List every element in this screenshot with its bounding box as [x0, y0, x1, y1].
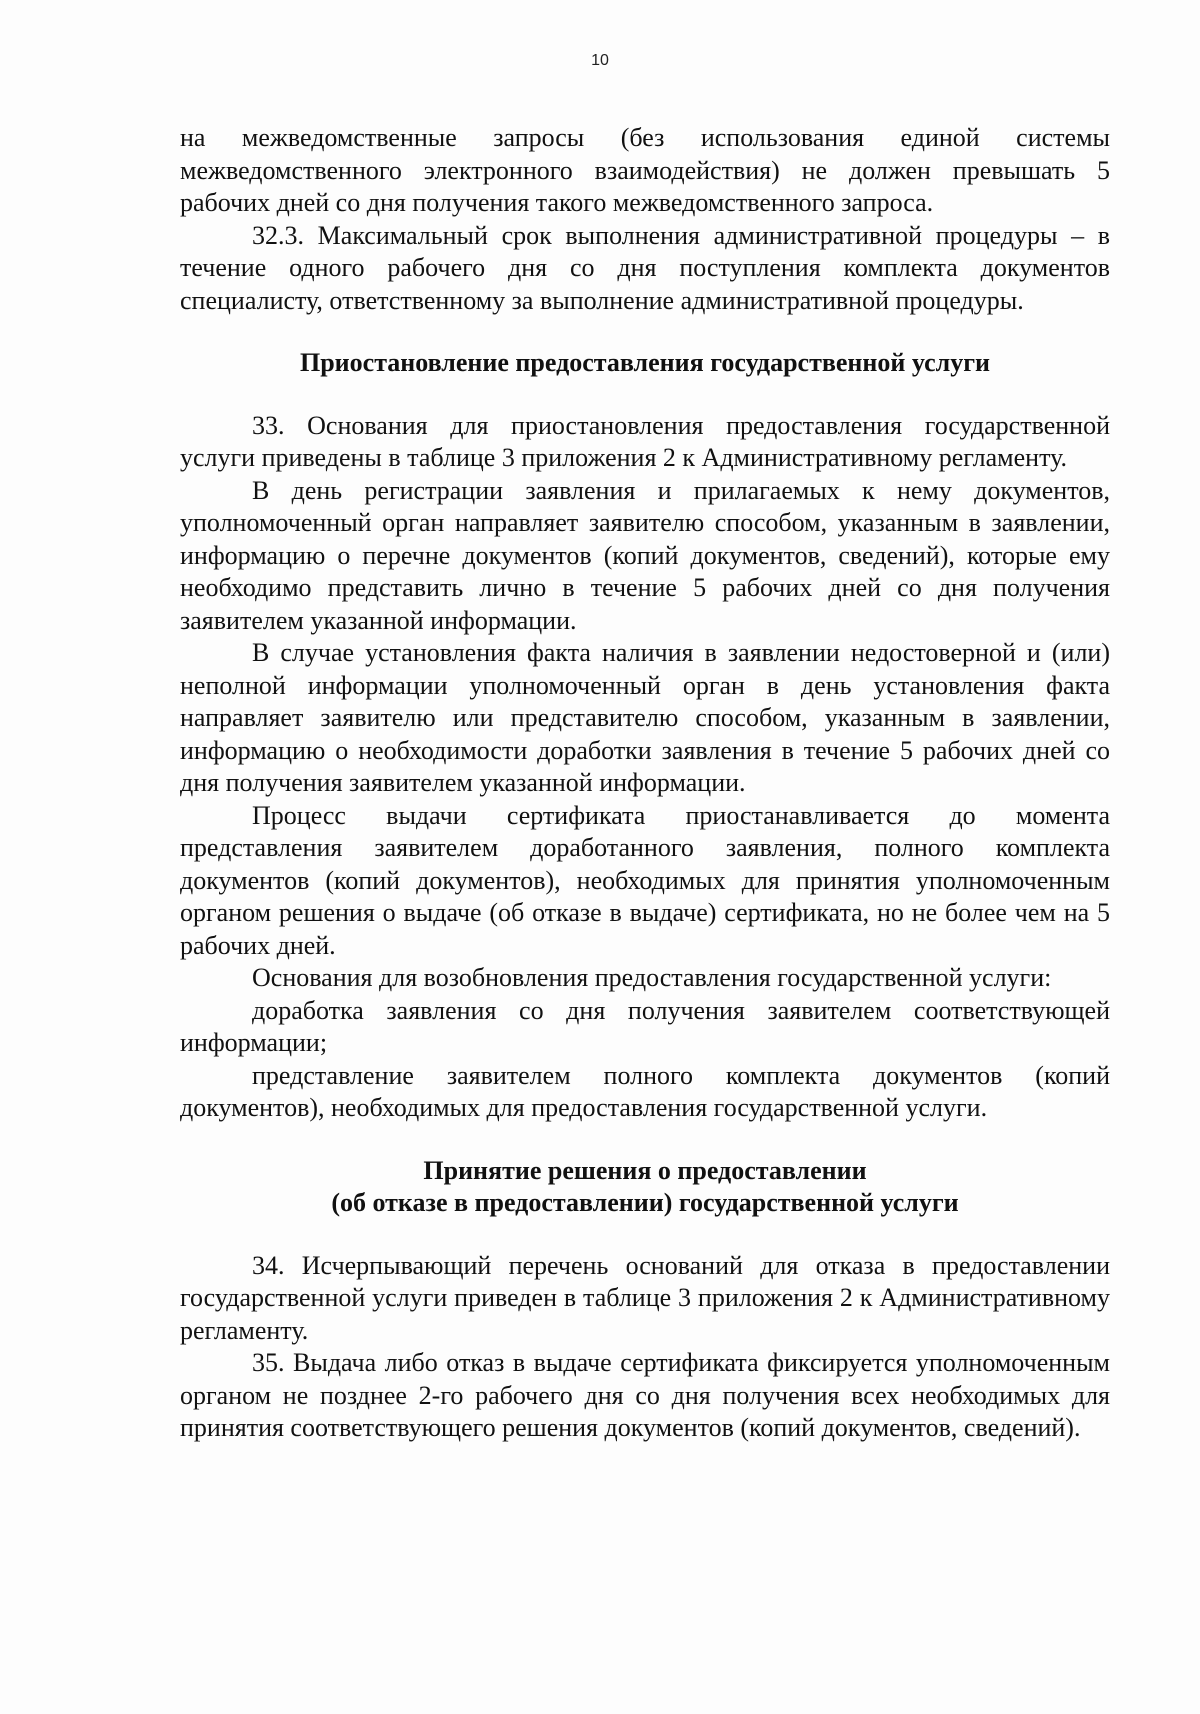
paragraph-full-set: представление заявителем полного комплекта документов (копий документов), необходимых для предоставления государственной услуги.	[180, 1060, 1110, 1122]
paragraph-resumption-grounds: Основания для возобновления предоставления государственной услуги:	[252, 963, 1052, 992]
section-heading-decision-line2: (об отказе в предоставлении) государственной услуги	[331, 1188, 959, 1217]
document-body	[180, 122, 1110, 1445]
paragraph-34: 34. Исчерпывающий перечень оснований для отказа в предоставлении государственной услуги приведен в таблице 3 приложения 2 к Административному регламенту.	[180, 1250, 1110, 1345]
paragraph-35: 35. Выдача либо отказ в выдаче сертификата фиксируется уполномоченным органом не позднее 2-го рабочего дня со дня получения всех необходимых для принятия соответствующего решения документов (копий документов, сведений).	[180, 1348, 1110, 1442]
paragraph-revision: доработка заявления со дня получения заявителем соответствующей информации;	[180, 995, 1110, 1057]
paragraph-33: 33. Основания для приостановления предоставления государственной услуги приведены в таблице 3 приложения 2 к Административному регламенту.	[180, 410, 1110, 472]
paragraph-incomplete-info: В случае установления факта наличия в заявлении недостоверной и (или) неполной информации уполномоченный орган в день установления факта направляет заявителю или представителю способом, указанным в заявлении, информацию о необходимости доработки заявления в течение 5 рабочих дней со дня получения заявителем указанной информации.	[180, 638, 1110, 797]
section-heading-suspension: Приостановление предоставления государственной услуги	[299, 348, 990, 377]
paragraph-32-3: 32.3. Максимальный срок выполнения административной процедуры – в течение одного рабочего дня со дня поступления комплекта документов специалисту, ответственному за выполнение административной процедуры.	[180, 220, 1110, 315]
paragraph-registration-day: В день регистрации заявления и прилагаемых к нему документов, уполномоченный орган направляет заявителю способом, указанным в заявлении, информацию о перечне документов (копий документов, сведений), которые ему необходимо представить лично в течение 5 рабочих дней со дня получения заявителем указанной информации.	[180, 475, 1110, 635]
paragraph-continuation: на межведомственные запросы (без использования единой системы межведомственного электронного взаимодействия) не должен превышать 5 рабочих дней со дня получения такого межведомственного запроса.	[180, 123, 1110, 217]
section-heading-decision-line1: Принятие решения о предоставлении	[423, 1155, 867, 1185]
paragraph-process-suspended: Процесс выдачи сертификата приостанавливается до момента представления заявителем доработанного заявления, полного комплекта документов (копий документов), необходимых для принятия уполномоченным органом решения о выдаче (об отказе в выдаче) сертификата, но не более чем на 5 рабочих дней.	[180, 800, 1110, 960]
page-number: 10	[591, 52, 609, 69]
